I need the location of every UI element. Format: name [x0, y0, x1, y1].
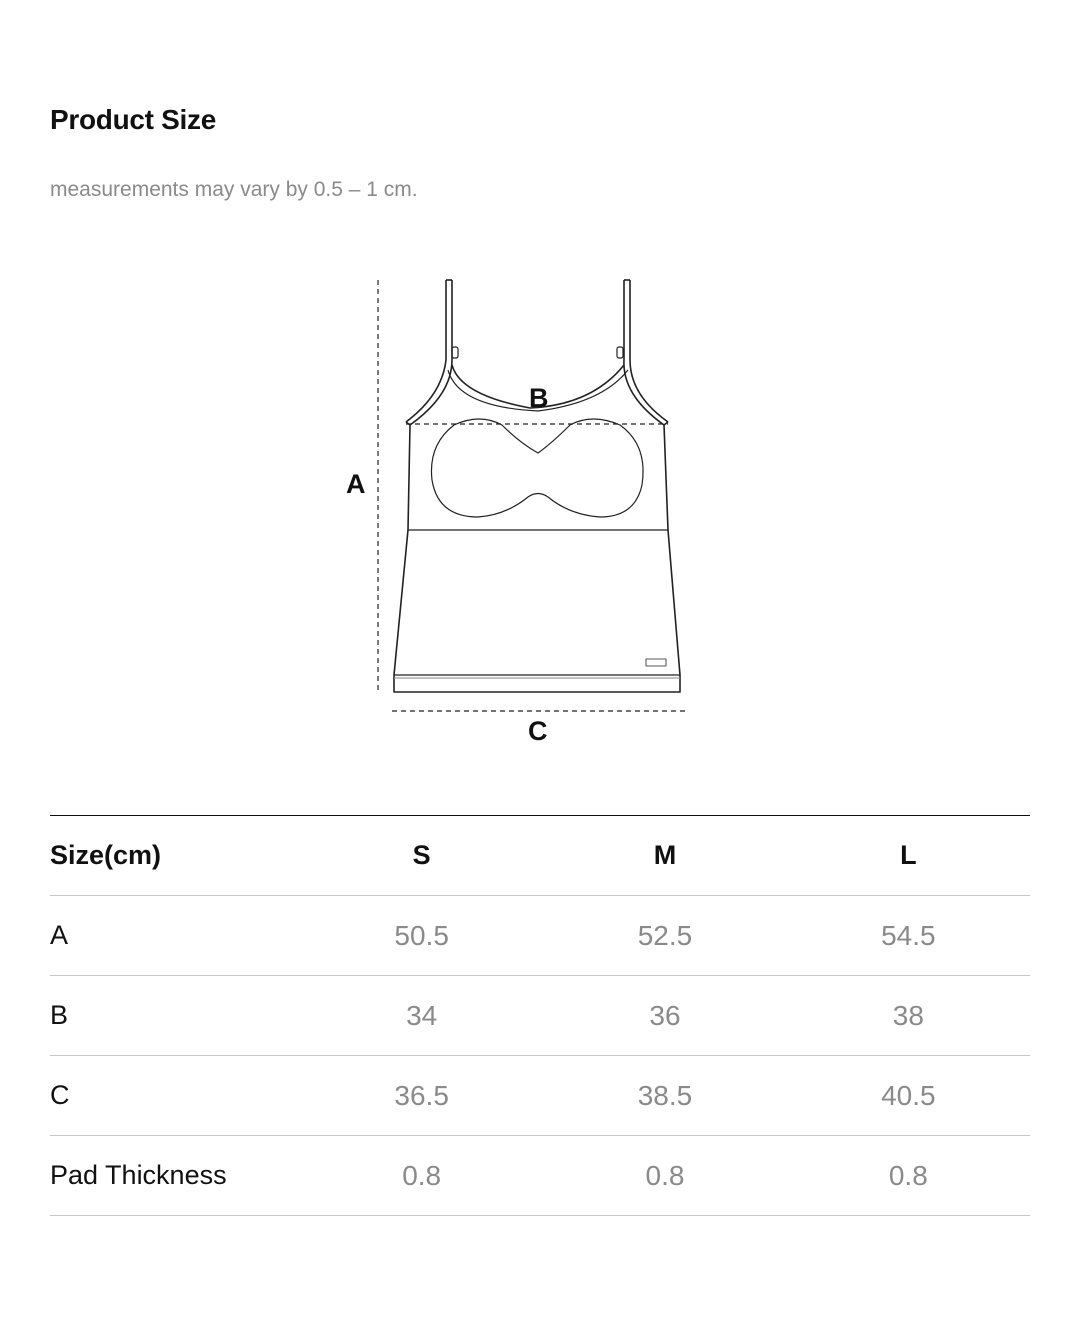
dimension-label-b: B	[529, 383, 549, 413]
cell-value: 34	[406, 999, 438, 1031]
cell-value: 54.5	[881, 919, 936, 951]
table-header-row	[50, 816, 1030, 896]
measurement-note: measurements may vary by 0.5 – 1 cm.	[50, 178, 418, 201]
row-label: B	[50, 1000, 69, 1030]
cell-value: 36.5	[394, 1079, 449, 1111]
right-strap	[630, 280, 668, 422]
table-row	[50, 1056, 1030, 1136]
table-row	[50, 896, 1030, 976]
cell-value: 0.8	[888, 1159, 928, 1191]
cell-value: 38.5	[637, 1079, 693, 1111]
camisole-body	[394, 422, 680, 692]
page-title: Product Size	[50, 104, 216, 135]
cell-value: 52.5	[637, 919, 693, 951]
size-table	[50, 815, 1030, 1216]
cell-value: 40.5	[881, 1079, 936, 1111]
right-strap-adjuster	[617, 347, 623, 358]
bust-pad	[431, 419, 643, 517]
column-header-m: M	[653, 840, 677, 870]
column-header-l: L	[900, 840, 917, 870]
left-strap-adjuster	[452, 347, 458, 358]
column-header-s: S	[412, 840, 431, 870]
cell-value: 0.8	[402, 1159, 442, 1191]
care-label	[646, 659, 666, 666]
table-row	[50, 1136, 1030, 1216]
garment-diagram	[330, 265, 710, 765]
row-label: C	[50, 1080, 70, 1110]
table-row	[50, 976, 1030, 1056]
dimension-label-a: A	[346, 469, 366, 499]
cell-value: 50.5	[394, 919, 449, 951]
camisole-illustration	[330, 265, 710, 765]
row-label: A	[50, 920, 69, 950]
row-label: Pad Thickness	[50, 1160, 227, 1190]
cell-value: 0.8	[645, 1159, 685, 1191]
cell-value: 38	[892, 999, 924, 1031]
cell-value: 36	[649, 999, 681, 1031]
dimension-label-c: C	[528, 716, 548, 746]
table-corner-label: Size(cm)	[50, 840, 162, 870]
left-strap	[406, 280, 446, 422]
